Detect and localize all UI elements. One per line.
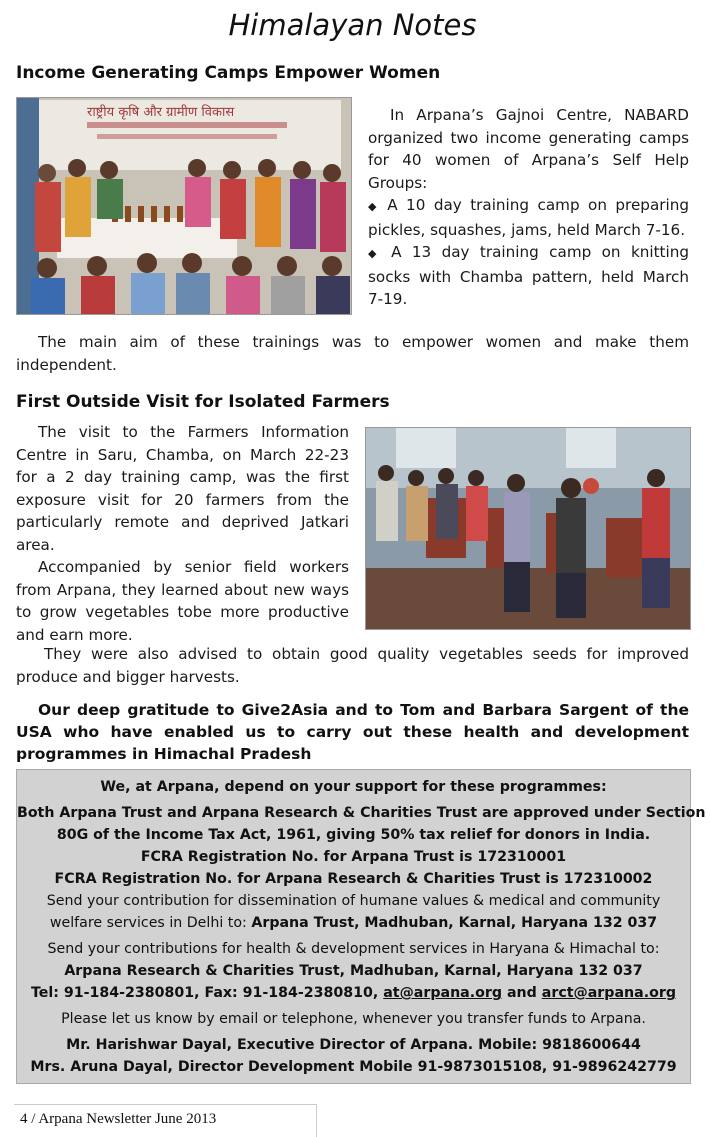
- article1-heading: Income Generating Camps Empower Women: [16, 63, 441, 83]
- tax-relief-line-2: 80G of the Income Tax Act, 1961, giving 50% tax relief for donors in India.: [56, 827, 651, 843]
- delhi-contribution-line-1: Send your contribution for dissemination of humane values & medical and community: [46, 893, 661, 909]
- article2-paragraph-1: The visit to the Farmers Information Centre in Saru, Chamba, on March 22-23 for a 2 day training camp, was the first exposure visit for 20 farmers from the particularly remote and deprived Jatkari area.: [16, 423, 349, 554]
- haryana-himachal-line-1: Send your contributions for health & development services in Haryana & Himachal to:: [47, 941, 660, 957]
- support-panel: [16, 769, 706, 1084]
- diamond-bullet-icon: ◆: [368, 200, 388, 213]
- delhi-address: Arpana Trust, Madhuban, Karnal, Haryana 132 037: [251, 915, 658, 931]
- masthead-title: Himalayan Notes: [228, 8, 477, 42]
- article1-conclusion: The main aim of these trainings was to empower women and make them independent.: [16, 333, 689, 374]
- fcra-research-trust: FCRA Registration No. for Arpana Research & Charities Trust is 172310002: [54, 871, 653, 887]
- email-link-at[interactable]: at@arpana.org: [383, 985, 503, 1001]
- contact-executive-director: Mr. Harishwar Dayal, Executive Director of Arpana. Mobile: 9818600644: [66, 1037, 641, 1053]
- farmers-meeting-photo: [365, 427, 691, 630]
- tax-relief-line-1: Both Arpana Trust and Arpana Research & Charities Trust are approved under Section: [17, 805, 706, 821]
- photo-banner-text: राष्ट्रीय कृषि और ग्रामीण विकास: [87, 105, 235, 120]
- page-footer: 4 / Arpana Newsletter June 2013: [14, 1104, 317, 1137]
- support-heading: We, at Arpana, depend on your support for these programmes:: [100, 779, 607, 795]
- article2-body: [16, 421, 349, 646]
- article2-paragraph-2: Accompanied by senior field workers from Arpana, they learned about new ways to grow vegetables tobe more productive and earn more.: [16, 558, 349, 644]
- women-group-photo: [16, 97, 352, 315]
- article1-bullet-2: ◆ A 13 day training camp on knitting socks with Chamba pattern, held March 7-19.: [368, 243, 689, 308]
- fcra-arpana-trust: FCRA Registration No. for Arpana Trust is 172310001: [140, 849, 567, 865]
- delhi-contribution-line-2: welfare services in Delhi to: Arpana Trust, Madhuban, Karnal, Haryana 132 037: [49, 915, 658, 931]
- article2-heading: First Outside Visit for Isolated Farmers: [16, 392, 390, 412]
- contact-director-development: Mrs. Aruna Dayal, Director Development Mobile 91-9873015108, 91-9896242779: [30, 1059, 677, 1075]
- contact-phone-email: Tel: 91-184-2380801, Fax: 91-184-2380810, at@arpana.org and arct@arpana.org: [31, 985, 676, 1001]
- article1-bullet-1: ◆ A 10 day training camp on preparing pickles, squashes, jams, held March 7-16.: [368, 196, 689, 239]
- diamond-bullet-icon: ◆: [368, 247, 392, 260]
- gratitude-statement: Our deep gratitude to Give2Asia and to Tom and Barbara Sargent of the USA who have enabled us to carry out these health and development programmes in Himachal Pradesh: [16, 701, 689, 763]
- article1-intro: In Arpana’s Gajnoi Centre, NABARD organized two income generating camps for 40 women of Arpana’s Self Help Groups:: [368, 106, 689, 192]
- haryana-himachal-address: Arpana Research & Charities Trust, Madhuban, Karnal, Haryana 132 037: [64, 963, 643, 979]
- email-link-arct[interactable]: arct@arpana.org: [541, 985, 676, 1001]
- notify-transfer-note: Please let us know by email or telephone, whenever you transfer funds to Arpana.: [61, 1011, 646, 1027]
- article2-paragraph-3: They were also advised to obtain good quality vegetables seeds for improved produce and bigger harvests.: [16, 645, 689, 686]
- article1-body: [368, 104, 689, 311]
